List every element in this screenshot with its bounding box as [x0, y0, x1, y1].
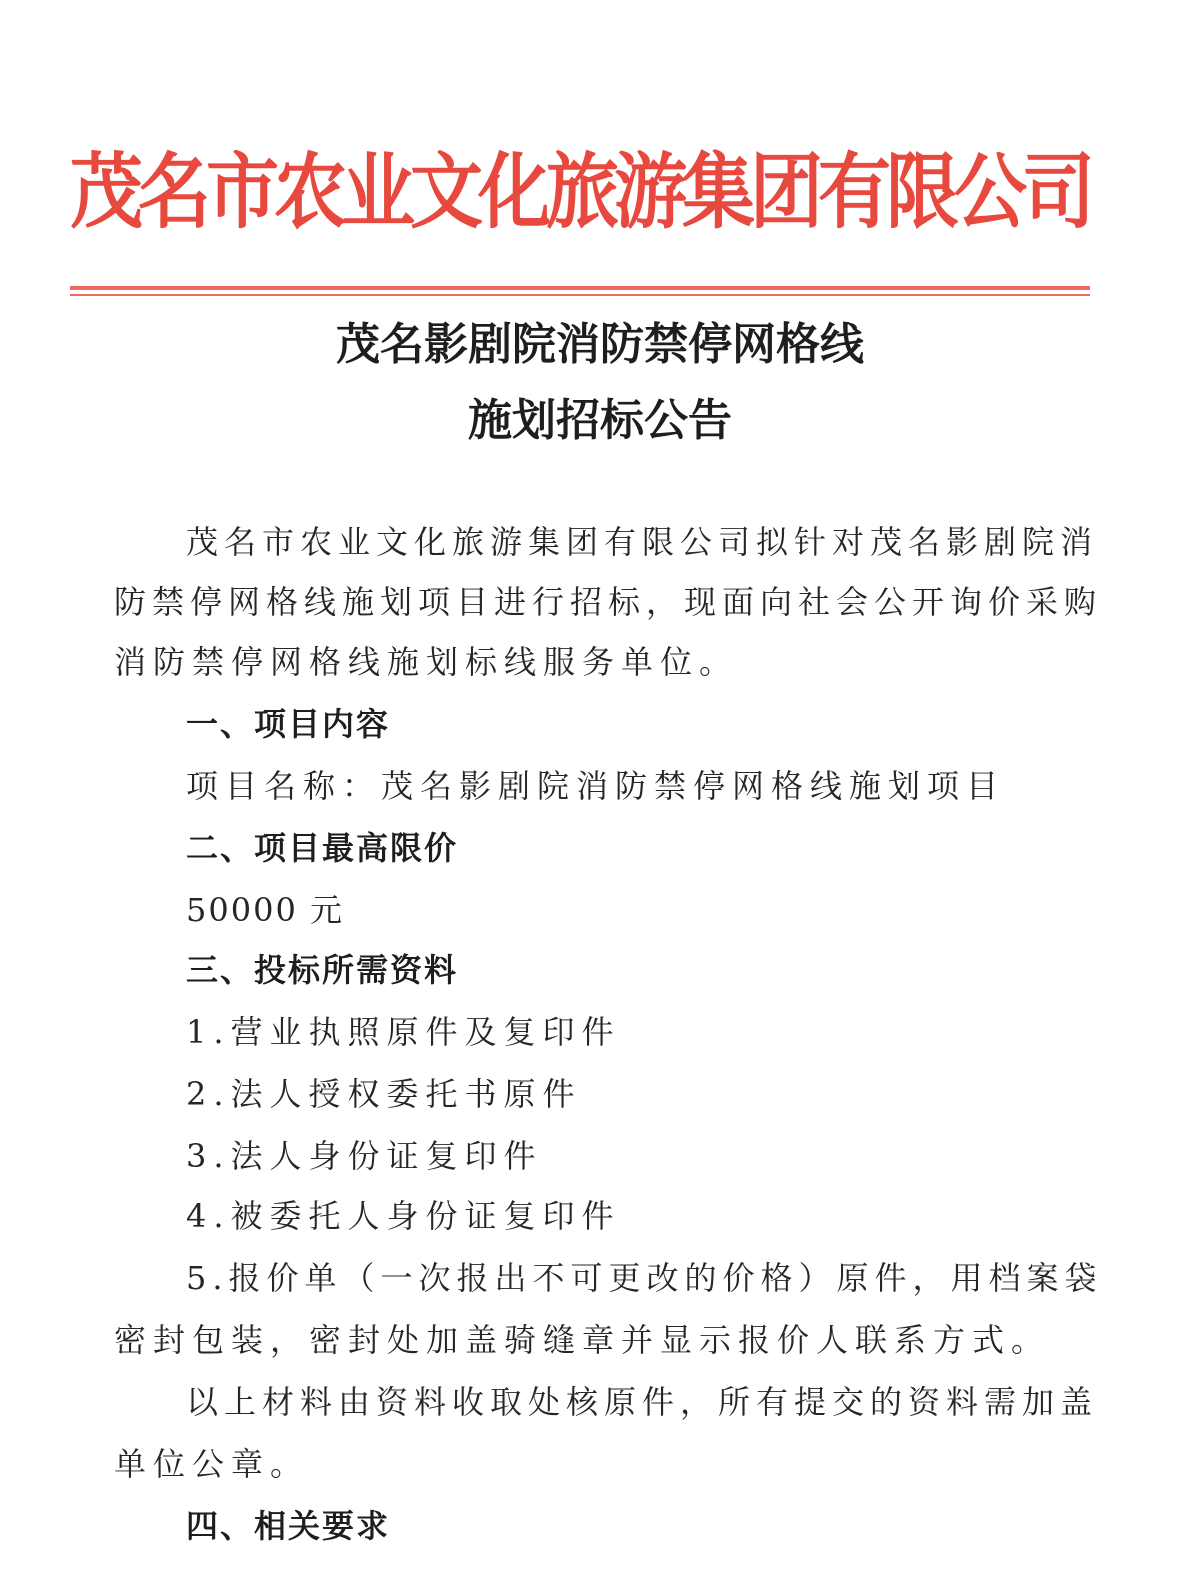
- requirement-item-5-line-1: 5.报价单（一次报出不可更改的价格）原件，用档案袋: [186, 1259, 1103, 1297]
- intro-paragraph-line-2: 防禁停网格线施划项目进行招标，现面向社会公开询价采购: [114, 583, 1103, 621]
- section-heading-project-content: 一、项目内容: [186, 705, 391, 743]
- requirement-item-4: 4.被委托人身份证复印件: [186, 1197, 621, 1235]
- section-heading-bid-materials: 三、投标所需资料: [186, 951, 459, 989]
- document-title-line-2: 施划招标公告: [468, 395, 732, 446]
- letterhead-rule-thick: [70, 286, 1090, 290]
- company-letterhead: 茂名市农业文化旅游集团有限公司: [70, 144, 1090, 241]
- max-price-value: 50000 元: [186, 891, 344, 929]
- requirement-item-5-line-2: 密封包装，密封处加盖骑缝章并显示报价人联系方式。: [114, 1321, 1051, 1359]
- letterhead-rule-thin: [70, 294, 1090, 296]
- document-title-line-1: 茂名影剧院消防禁停网格线: [336, 319, 864, 370]
- section-heading-requirements: 四、相关要求: [186, 1507, 391, 1545]
- section-heading-max-price: 二、项目最高限价: [186, 829, 459, 867]
- requirement-item-1: 1.营业执照原件及复印件: [186, 1013, 621, 1051]
- note-paragraph-line-1: 以上材料由资料收取处核原件，所有提交的资料需加盖: [186, 1383, 1099, 1421]
- intro-paragraph-line-3: 消防禁停网格线施划标线服务单位。: [114, 643, 739, 681]
- intro-paragraph-line-1: 茂名市农业文化旅游集团有限公司拟针对茂名影剧院消: [186, 523, 1099, 561]
- requirement-item-2: 2.法人授权委托书原件: [186, 1075, 582, 1113]
- project-name-line: 项目名称：茂名影剧院消防禁停网格线施划项目: [186, 767, 1006, 805]
- note-paragraph-line-2: 单位公章。: [114, 1445, 310, 1483]
- requirement-item-3: 3.法人身份证复印件: [186, 1137, 543, 1175]
